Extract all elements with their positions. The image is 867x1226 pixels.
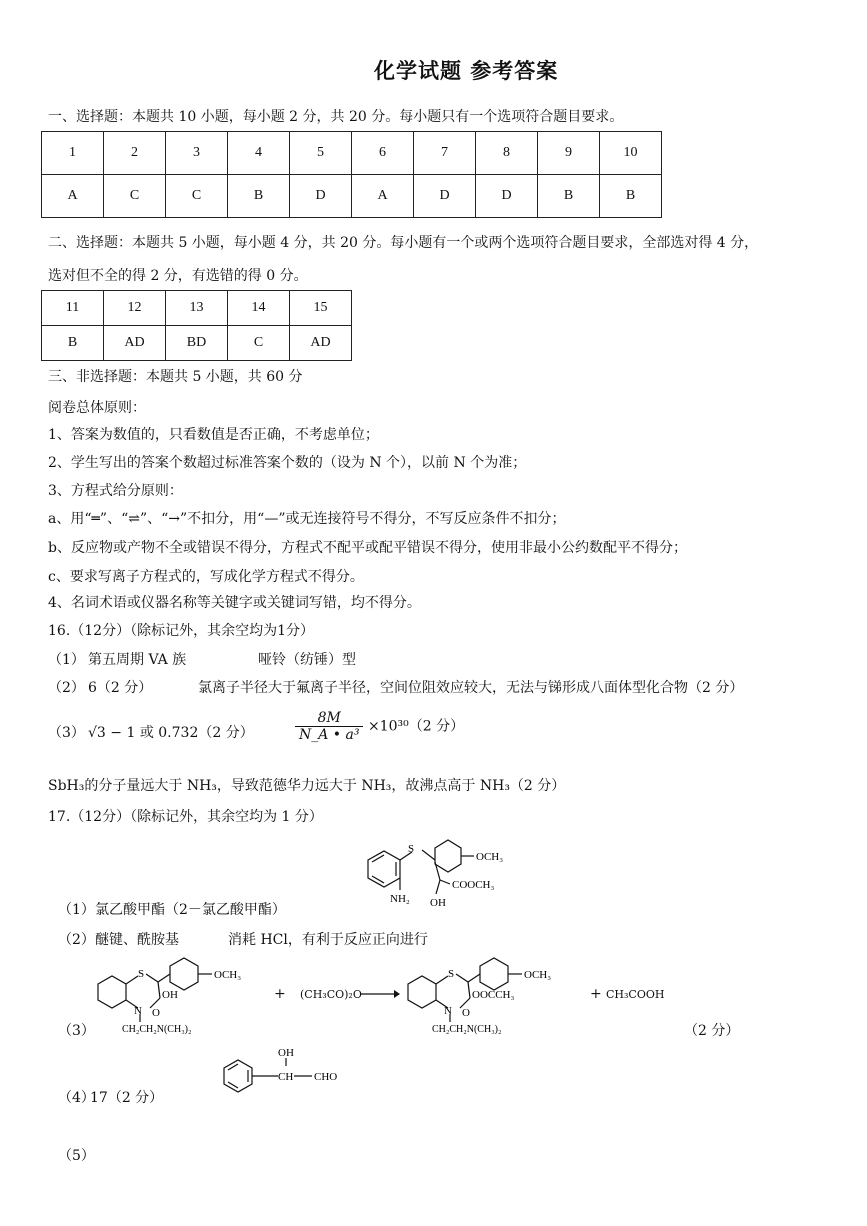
q17-5-label: （5） bbox=[58, 1148, 95, 1164]
answer-cell: A bbox=[42, 175, 104, 218]
question-number-cell: 3 bbox=[166, 132, 228, 175]
hydroxyl-label: OH bbox=[430, 897, 446, 909]
question-number-cell: 10 bbox=[600, 132, 662, 175]
sulfur-atom: S bbox=[138, 968, 145, 980]
q17-4-structure bbox=[212, 1042, 362, 1100]
principle-3a: a、用“═”、“⇌”、“→”不扣分，用“—”或无连接符号不得分，不写反应条件不扣分； bbox=[48, 511, 566, 527]
q17-1-structure bbox=[350, 832, 550, 914]
answer-table-1 bbox=[41, 131, 662, 218]
ester-label: COOCH₃ bbox=[452, 879, 495, 891]
principle-2: 2、学生写出的答案个数超过标准答案个数的（设为 N 个），以前 N 个为准； bbox=[48, 455, 527, 471]
page-title: 化学试题 参考答案 bbox=[374, 58, 559, 83]
answer-cell: D bbox=[476, 175, 538, 218]
q17-header: 17.（12分）（除标记外，其余空均为 1 分） bbox=[48, 809, 323, 825]
side-chain-label: CH₂CH₂N(CH₃)₂ bbox=[122, 1024, 192, 1035]
q16-2-answer: 6（2 分） bbox=[88, 680, 153, 696]
q16-1-label: （1） bbox=[48, 652, 85, 668]
section3-heading: 三、非选择题：本题共 5 小题，共 60 分 bbox=[48, 369, 303, 385]
answer-cell: B bbox=[600, 175, 662, 218]
q17-2-answer: 醚键、酰胺基 bbox=[95, 932, 179, 948]
answer-cell: C bbox=[104, 175, 166, 218]
formula-denominator: N_A • a³ bbox=[299, 727, 360, 743]
answer-cell: C bbox=[166, 175, 228, 218]
plus-sign-1: + bbox=[274, 986, 286, 1002]
methoxy-label: OCH₃ bbox=[214, 969, 242, 981]
question-number-cell: 15 bbox=[290, 291, 352, 326]
question-number-cell: 2 bbox=[104, 132, 166, 175]
q16-3-label: （3） bbox=[48, 725, 85, 741]
answer-cell: A bbox=[352, 175, 414, 218]
plus-sign-2: + bbox=[590, 986, 602, 1002]
hydroxyl-label: OH bbox=[162, 989, 178, 1001]
question-number-cell: 1 bbox=[42, 132, 104, 175]
q17-4-answer: 17（2 分） bbox=[90, 1090, 164, 1106]
principle-3b: b、反应物或产物不全或错误不得分，方程式不配平或配平错误不得分，使用非最小公约数配平不得分； bbox=[48, 540, 687, 556]
question-number-cell: 6 bbox=[352, 132, 414, 175]
q16-3-explanation: SbH₃的分子量远大于 NH₃，导致范德华力远大于 NH₃，故沸点高于 NH₃（2 分） bbox=[48, 778, 566, 794]
principle-3c: c、要求写离子方程式的，写成化学方程式不得分。 bbox=[48, 569, 364, 585]
q17-3-product bbox=[398, 952, 578, 1038]
q16-3-answer: √3 − 1 或 0.732（2 分） bbox=[88, 725, 254, 741]
amine-label: NH₂ bbox=[390, 893, 410, 905]
answer-cell: AD bbox=[290, 326, 352, 361]
reaction-arrow-icon bbox=[360, 988, 400, 1000]
question-number-cell: 13 bbox=[166, 291, 228, 326]
question-number-cell: 8 bbox=[476, 132, 538, 175]
answer-cell: B bbox=[228, 175, 290, 218]
q17-3-reactant bbox=[88, 952, 264, 1038]
section2-heading-line2: 选对但不全的得 2 分，有选错的得 0 分。 bbox=[48, 268, 308, 284]
sulfur-atom: S bbox=[408, 843, 415, 855]
section1-heading: 一、选择题：本题共 10 小题，每小题 2 分，共 20 分。每小题只有一个选项符合题目要求。 bbox=[48, 109, 624, 125]
principle-4: 4、名词术语或仪器名称等关键字或关键词写错，均不得分。 bbox=[48, 595, 421, 611]
side-chain-label: CH₂CH₂N(CH₃)₂ bbox=[432, 1024, 502, 1035]
answer-cell: D bbox=[414, 175, 476, 218]
q16-3-formula bbox=[295, 710, 464, 743]
formula-multiplier: ×10³⁰（2 分） bbox=[367, 718, 465, 735]
question-number-cell: 12 bbox=[104, 291, 166, 326]
answer-cell: C bbox=[228, 326, 290, 361]
reagent-label: (CH₃CO)₂O bbox=[300, 988, 362, 1001]
answer-cell: B bbox=[538, 175, 600, 218]
methoxy-label: OCH₃ bbox=[524, 969, 552, 981]
q17-3-score: （2 分） bbox=[684, 1023, 740, 1039]
q17-3-label: （3） bbox=[58, 1023, 95, 1039]
answer-cell: D bbox=[290, 175, 352, 218]
section2-heading-line1: 二、选择题：本题共 5 小题，每小题 4 分，共 20 分。每小题有一个或两个选项符合题目要求，全部选对得 4 分， bbox=[48, 235, 759, 251]
question-number-cell: 11 bbox=[42, 291, 104, 326]
sulfur-atom: S bbox=[448, 968, 455, 980]
methoxy-label: OCH₃ bbox=[476, 851, 504, 863]
hydroxyl-label: OH bbox=[278, 1047, 294, 1059]
q16-2-answer-b: 氯离子半径大于氟离子半径，空间位阻效应较大，无法与锑形成八面体型化合物（2 分） bbox=[198, 680, 744, 696]
nitrogen-atom: N bbox=[134, 1005, 142, 1017]
aldehyde-label: CHO bbox=[314, 1071, 338, 1083]
q17-1-answer: 氯乙酸甲酯（2－氯乙酸甲酯） bbox=[95, 902, 286, 918]
principle-3: 3、方程式给分原则： bbox=[48, 483, 183, 499]
answer-table-2 bbox=[41, 290, 352, 361]
q17-2-answer-b: 消耗 HCl，有利于反应正向进行 bbox=[228, 932, 428, 948]
q16-1-answer: 第五周期 VA 族 bbox=[88, 652, 187, 668]
question-number-cell: 7 bbox=[414, 132, 476, 175]
acetoxy-label: OOCCH₃ bbox=[472, 989, 515, 1001]
carbonyl-oxygen: O bbox=[462, 1007, 470, 1019]
answer-cell: B bbox=[42, 326, 104, 361]
principle-1: 1、答案为数值的，只看数值是否正确，不考虑单位； bbox=[48, 427, 379, 443]
byproduct-label: CH₃COOH bbox=[606, 988, 665, 1001]
q17-2-label: （2） bbox=[58, 932, 95, 948]
carbonyl-oxygen: O bbox=[152, 1007, 160, 1019]
formula-numerator: 8M bbox=[295, 710, 363, 727]
nitrogen-atom: N bbox=[444, 1005, 452, 1017]
q16-2-label: （2） bbox=[48, 680, 85, 696]
principles-title: 阅卷总体原则： bbox=[48, 400, 146, 416]
question-number-cell: 5 bbox=[290, 132, 352, 175]
question-number-cell: 14 bbox=[228, 291, 290, 326]
q17-1-label: （1） bbox=[58, 902, 95, 918]
methine-label: CH bbox=[278, 1071, 294, 1083]
q17-4-label: （4） bbox=[58, 1090, 95, 1106]
answer-cell: AD bbox=[104, 326, 166, 361]
answer-cell: BD bbox=[166, 326, 228, 361]
question-number-cell: 4 bbox=[228, 132, 290, 175]
q16-header: 16.（12分）（除标记外，其余空均为1分） bbox=[48, 623, 314, 639]
formula-fraction bbox=[295, 710, 363, 743]
q16-1-answer-b: 哑铃（纺锤）型 bbox=[258, 652, 356, 668]
question-number-cell: 9 bbox=[538, 132, 600, 175]
